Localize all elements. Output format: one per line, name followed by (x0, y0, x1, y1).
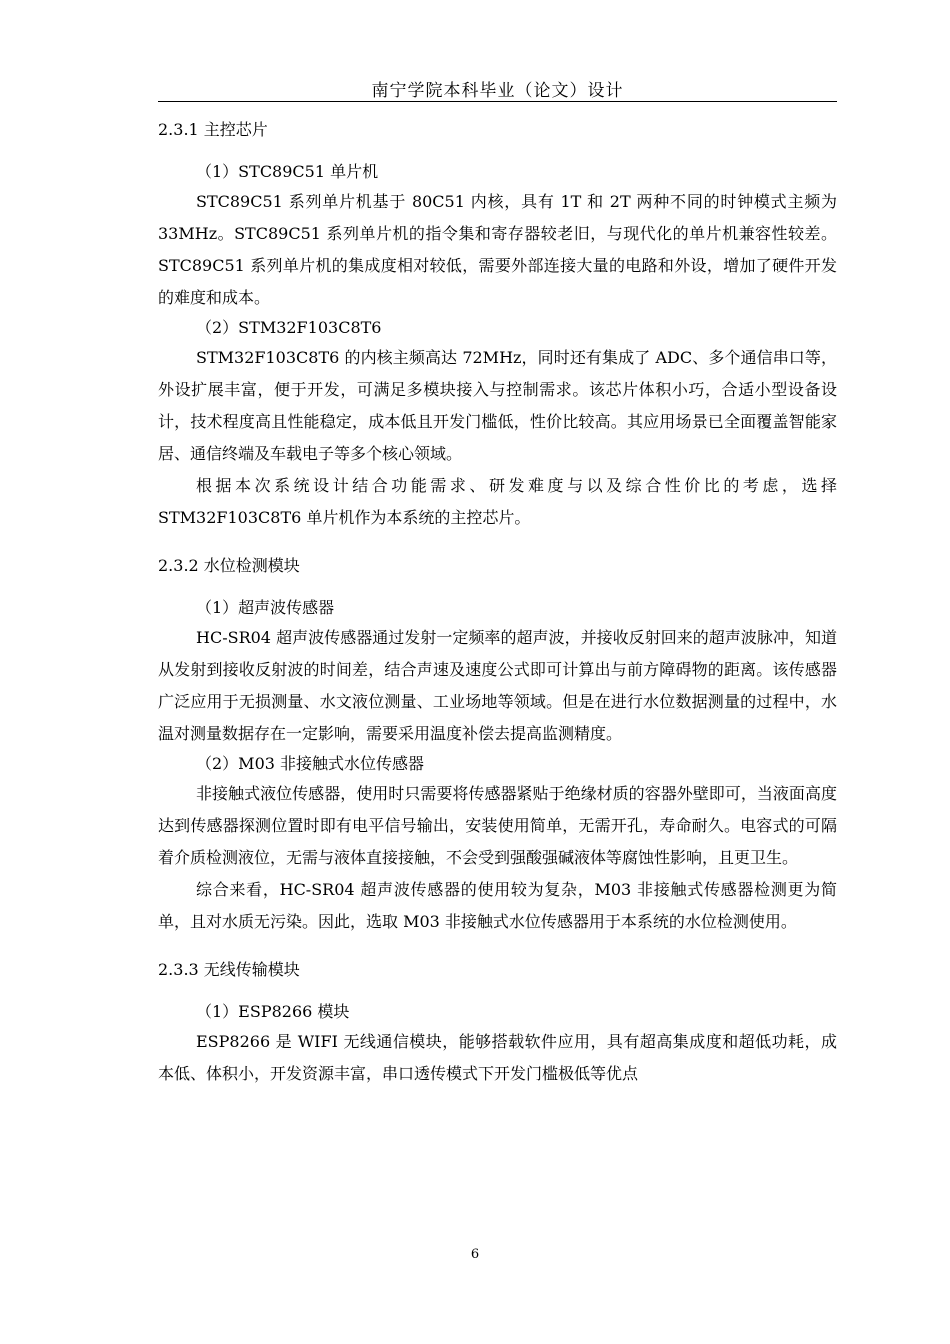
page-header-title: 南宁学院本科毕业（论文）设计 (371, 81, 624, 101)
subheading-ultrasonic: （1）超声波传感器 (196, 598, 335, 617)
paragraph-m03: 非接触式液位传感器，使用时只需要将传感器紧贴于绝缘材质的容器外壁即可，当液面高度达到传感器探测位置时即有电平信号输出，安装使用简单，无需开孔，寿命耐久。电容式的可隔着介质检测液位，无需与液体直接接触，不会受到强酸强碱液体等腐蚀性影响，且更卫生。 (158, 784, 837, 867)
document-body (158, 116, 837, 1090)
paragraph-esp8266: ESP8266 是 WIFI 无线通信模块，能够搭载软件应用，具有超高集成度和超低功耗，成本低、体积小，开发资源丰富，串口透传模式下开发门槛极低等优点 (158, 1032, 837, 1083)
paragraph-stc89c51: STC89C51 系列单片机基于 80C51 内核，具有 1T 和 2T 两种不同的时钟模式主频为 33MHz。STC89C51 系列单片机的指令集和寄存器较老旧，与现代化的单片机兼容性较差。STC89C51 系列单片机的集成度相对较低，需要外部连接大量的电路和外设，增加了硬件开发的难度和成本。 (158, 192, 837, 307)
subheading-esp8266: （1）ESP8266 模块 (196, 1002, 350, 1021)
header-divider (158, 101, 837, 102)
section-heading-2-3-2: 2.3.2 水位检测模块 (158, 556, 300, 575)
section-heading-2-3-3: 2.3.3 无线传输模块 (158, 960, 300, 979)
paragraph-stm32: STM32F103C8T6 的内核主频高达 72MHz，同时还有集成了 ADC、多个通信串口等，外设扩展丰富，便于开发，可满足多模块接入与控制需求。该芯片体积小巧，合适小型设备设计，技术程度高且性能稳定，成本低且开发门槛低，性价比较高。其应用场景已全面覆盖智能家居、通信终端及车载电子等多个核心领域。 (158, 348, 837, 463)
subheading-stm32: （2）STM32F103C8T6 (196, 318, 382, 337)
paragraph-sensor-selection: 综合来看，HC-SR04 超声波传感器的使用较为复杂，M03 非接触式传感器检测更为简单，且对水质无污染。因此，选取 M03 非接触式水位传感器用于本系统的水位检测使用。 (158, 880, 837, 931)
subheading-stc89c51: （1）STC89C51 单片机 (196, 162, 379, 181)
subheading-m03: （2）M03 非接触式水位传感器 (196, 754, 425, 773)
paragraph-chip-selection: 根据本次系统设计结合功能需求、研发难度与以及综合性价比的考虑，选择 STM32F103C8T6 单片机作为本系统的主控芯片。 (158, 476, 837, 527)
section-heading-2-3-1: 2.3.1 主控芯片 (158, 120, 268, 139)
paragraph-ultrasonic: HC-SR04 超声波传感器通过发射一定频率的超声波，并接收反射回来的超声波脉冲，知道从发射到接收反射波的时间差，结合声速及速度公式即可计算出与前方障碍物的距离。该传感器广泛应用于无损测量、水文液位测量、工业场地等领域。但是在进行水位数据测量的过程中，水温对测量数据存在一定影响，需要采用温度补偿去提高监测精度。 (158, 628, 837, 743)
page-number: 6 (470, 1247, 480, 1262)
